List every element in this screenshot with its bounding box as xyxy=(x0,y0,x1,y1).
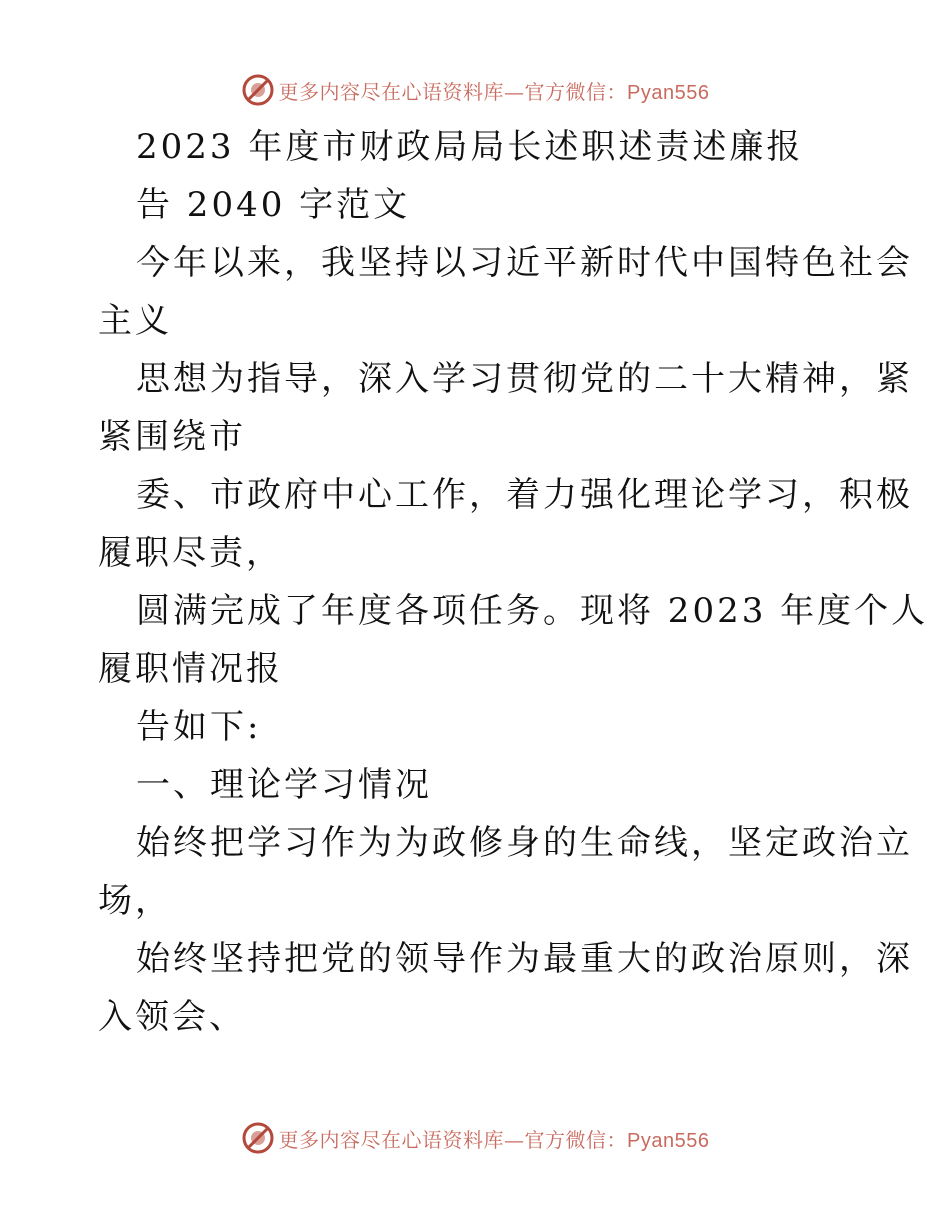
logo-icon xyxy=(241,1121,275,1155)
paragraph-line: 主义 xyxy=(98,301,172,341)
paragraph-line: 履职情况报 xyxy=(98,649,283,689)
paragraph-line: 告如下: xyxy=(136,707,262,747)
paragraph-line: 紧围绕市 xyxy=(98,417,246,457)
paragraph-line: 今年以来，我坚持以习近平新时代中国特色社会 xyxy=(136,243,913,283)
paragraph-line: 场， xyxy=(98,881,172,921)
footer-watermark xyxy=(0,1120,950,1156)
title-line: 2023 年度市财政局局长述职述责述廉报 xyxy=(136,127,804,167)
document-body xyxy=(98,118,929,1046)
paragraph-line: 始终坚持把党的领导作为最重大的政治原则，深 xyxy=(136,939,913,979)
watermark-text: 更多内容尽在心语资料库—官方微信：Pyan556 xyxy=(278,1127,710,1152)
paragraph-line: 委、市政府中心工作，着力强化理论学习，积极 xyxy=(136,475,913,515)
header-watermark xyxy=(0,72,950,108)
section-heading: 一、理论学习情况 xyxy=(136,765,432,805)
logo-icon xyxy=(241,73,275,107)
paragraph-line: 圆满完成了年度各项任务。现将 2023 年度个人 xyxy=(136,591,929,631)
title-line: 告 2040 字范文 xyxy=(136,185,411,225)
paragraph-line: 履职尽责， xyxy=(98,533,283,573)
paragraph-line: 始终把学习作为为政修身的生命线，坚定政治立 xyxy=(136,823,913,863)
paragraph-line: 入领会、 xyxy=(98,997,246,1037)
paragraph-line: 思想为指导，深入学习贯彻党的二十大精神，紧 xyxy=(136,359,913,399)
watermark-text: 更多内容尽在心语资料库—官方微信：Pyan556 xyxy=(278,79,710,104)
